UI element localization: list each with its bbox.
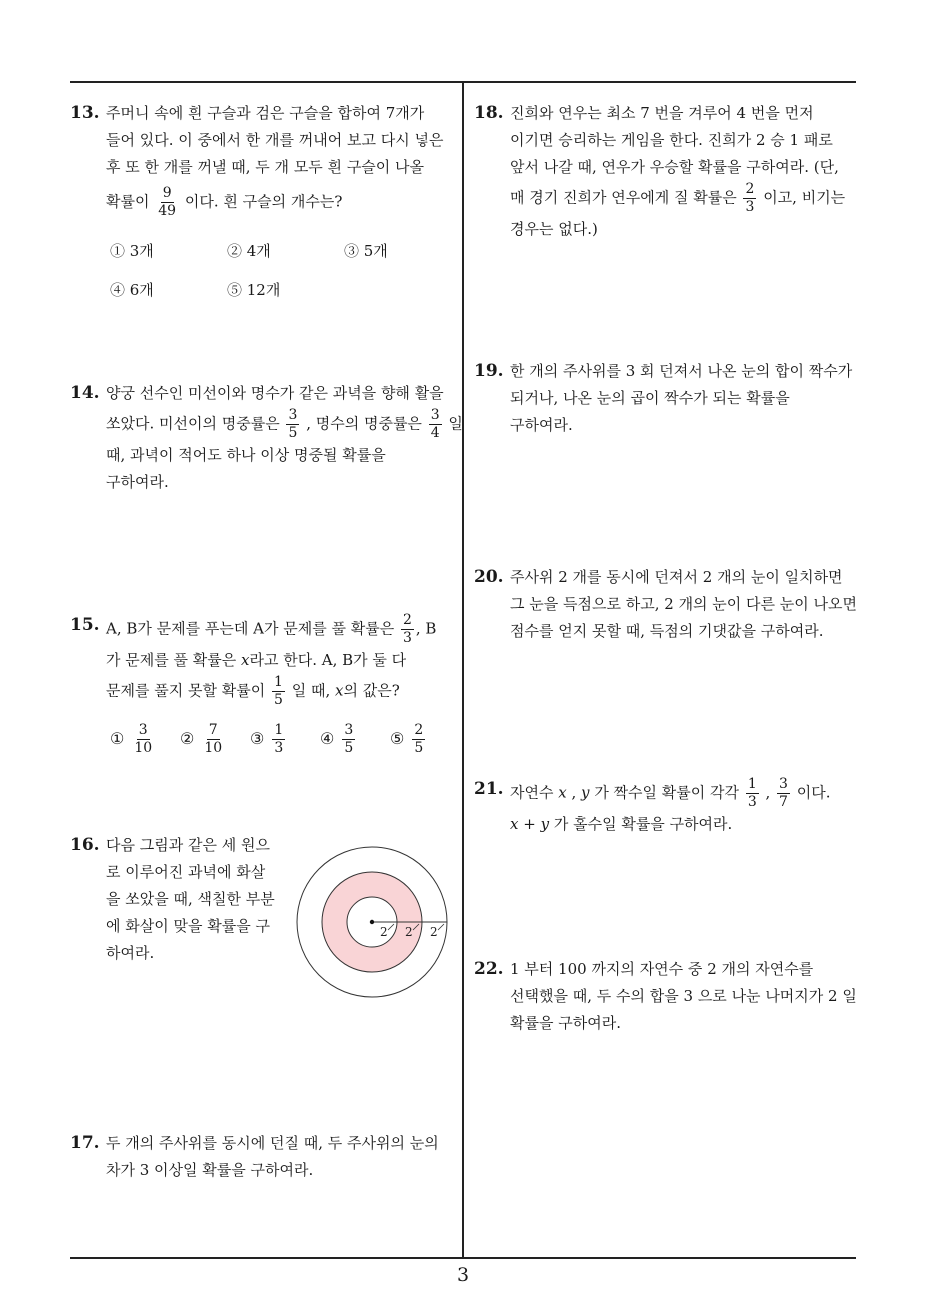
question-number: 16. (70, 835, 100, 855)
question-number: 13. (70, 103, 100, 123)
question-line: 1 부터 100 까지의 자연수 중 2 개의 자연수를 (510, 960, 814, 978)
question-line: 그 눈을 득점으로 하고, 2 개의 눈이 다른 눈이 나오면 (510, 595, 858, 613)
question-number: 19. (474, 361, 504, 381)
question-line: 로 이루어진 과녁에 화살 (106, 863, 266, 881)
question-line: 양궁 선수인 미선이와 명수가 같은 과녁을 향해 활을 (106, 384, 444, 402)
answer-choice[interactable]: ② $\frac{7}{10}$ (180, 722, 223, 756)
question-number: 17. (70, 1133, 100, 1153)
question-line: 두 개의 주사위를 동시에 던질 때, 두 주사위의 눈의 (106, 1134, 439, 1152)
answer-choice[interactable]: ⑤ 12개 (227, 281, 281, 299)
question-line: 들어 있다. 이 중에서 한 개를 꺼내어 보고 다시 넣은 (106, 131, 444, 149)
fraction: $\frac{2}{3}$ (745, 181, 755, 215)
question-line: 점수를 얻지 못할 때, 득점의 기댓값을 구하여라. (510, 622, 824, 640)
question-line: 때, 과녁이 적어도 하나 이상 명중될 확률을 (106, 446, 386, 464)
question-number: 18. (474, 103, 504, 123)
question-line: 쏘았다. 미선이의 명중률은 $\frac{3}{5}$ , 명수의 명중률은 $\frac{3}{4}$ 일 (106, 407, 463, 441)
question-line: 자연수 x , y 가 짝수일 확률이 각각 $\frac{1}{3}$ , $\frac{3}{7}$ 이다. (510, 776, 831, 810)
fraction: $\frac{1}{5}$ (274, 674, 283, 708)
question-line: 선택했을 때, 두 수의 합을 3 으로 나눈 나머지가 2 일 (510, 987, 857, 1005)
question-number: 22. (474, 959, 504, 979)
question-line: x + y 가 홀수일 확률을 구하여라. (510, 815, 733, 833)
question-line: 을 쏘았을 때, 색칠한 부분 (106, 890, 275, 908)
question-number: 14. (70, 383, 100, 403)
question-line: 에 화살이 맞을 확률을 구 (106, 917, 270, 935)
question-line: 차가 3 이상일 확률을 구하여라. (106, 1161, 314, 1179)
answer-choice[interactable]: ⑤ $\frac{2}{5}$ (390, 722, 424, 756)
answer-choice[interactable]: ④ 6개 (110, 281, 154, 299)
question-line: 되거나, 나온 눈의 곱이 짝수가 되는 확률을 (510, 389, 790, 407)
question-number: 20. (474, 567, 504, 587)
question-line: 확률을 구하여라. (510, 1014, 621, 1032)
question-line: 확률이 $\frac{9}{49}$ 이다. 흰 구슬의 개수는? (106, 185, 343, 219)
target-diagram (296, 846, 448, 998)
question-19 (474, 358, 866, 439)
fraction: $\frac{3}{5}$ (288, 407, 298, 441)
page-number: 3 (456, 1264, 470, 1286)
question-15 (70, 612, 462, 709)
question-line: 문제를 풀지 못할 확률이 $\frac{1}{5}$ 일 때, x의 값은? (106, 674, 400, 708)
question-line: 매 경기 진희가 연우에게 질 확률은 $\frac{2}{3}$ 이고, 비기는 (510, 181, 846, 215)
fraction: $\frac{9}{49}$ (158, 185, 177, 219)
center-dot (370, 920, 374, 924)
question-line: 한 개의 주사위를 3 회 던져서 나온 눈의 합이 짝수가 (510, 362, 853, 380)
question-line: 후 또 한 개를 꺼낼 때, 두 개 모두 흰 구슬이 나올 (106, 158, 425, 176)
question-22 (474, 956, 866, 1037)
question-line: 이기면 승리하는 게임을 한다. 진희가 2 승 1 패로 (510, 131, 833, 149)
question-line: 하여라. (106, 944, 155, 962)
question-21 (474, 776, 866, 838)
question-16 (70, 832, 285, 967)
question-line: 앞서 나갈 때, 연우가 우승할 확률을 구하여라. (단, (510, 158, 839, 176)
question-line: 주사위 2 개를 동시에 던져서 2 개의 눈이 일치하면 (510, 568, 843, 586)
radius-label: 2 (380, 925, 388, 939)
answer-choice[interactable]: ② 4개 (227, 242, 271, 260)
question-line: 주머니 속에 흰 구슬과 검은 구슬을 합하여 7개가 (106, 104, 425, 122)
question-18 (474, 100, 866, 243)
radius-label: 2 (405, 925, 413, 939)
fraction: $\frac{3}{4}$ (430, 407, 440, 441)
question-line: 다음 그림과 같은 세 원으 (106, 836, 270, 854)
question-line: 경우는 없다.) (510, 220, 598, 238)
question-17 (70, 1130, 462, 1184)
answer-choice[interactable]: ④ $\frac{3}{5}$ (320, 722, 354, 756)
question-13 (70, 100, 460, 220)
fraction: $\frac{2}{3}$ (402, 612, 412, 646)
question-line: 구하여라. (106, 473, 169, 491)
question-20 (474, 564, 866, 645)
column-divider (462, 82, 464, 1258)
answer-choice[interactable]: ① 3개 (110, 242, 154, 260)
answer-choice[interactable]: ① $\frac{3}{10}$ (110, 722, 153, 756)
bottom-rule (70, 1257, 856, 1259)
question-line: 진희와 연우는 최소 7 번을 겨루어 4 번을 먼저 (510, 104, 814, 122)
question-number: 15. (70, 615, 100, 635)
question-line: 가 문제를 풀 확률은 x라고 한다. A, B가 둘 다 (106, 651, 407, 669)
answer-choice[interactable]: ③ 5개 (344, 242, 388, 260)
radius-label: 2 (430, 925, 438, 939)
fraction: $\frac{1}{3}$ (747, 776, 757, 810)
question-number: 21. (474, 779, 504, 799)
question-line: 구하여라. (510, 416, 573, 434)
fraction: $\frac{3}{7}$ (779, 776, 788, 810)
answer-choice[interactable]: ③ $\frac{1}{3}$ (250, 722, 284, 756)
question-14 (70, 380, 462, 496)
question-line: A, B가 문제를 푸는데 A가 문제를 풀 확률은 $\frac{2}{3}$ , B (106, 612, 437, 646)
